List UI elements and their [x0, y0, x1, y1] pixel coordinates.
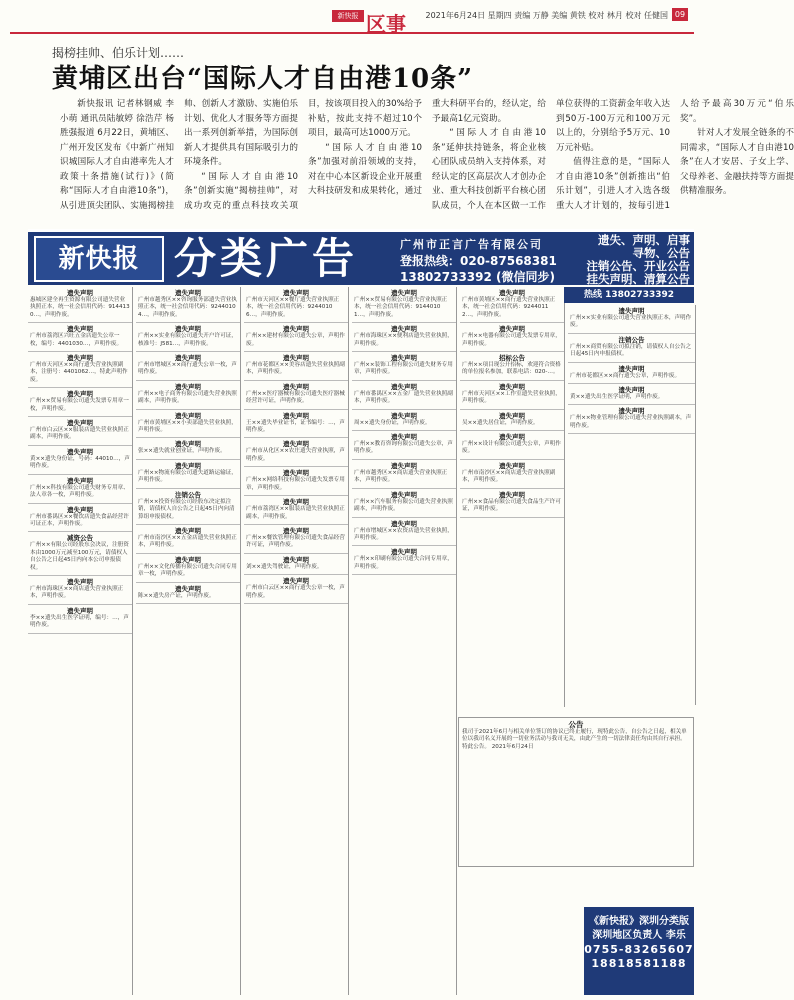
- article-paragraph: “国际人才自由港10条”创新实施“揭榜挂帅”，对成功攻克的重点科技攻关项目，按该项目投入的30%给予补贴，按此支持不超过10个项目，最高可达1000万元。: [184, 99, 422, 211]
- ad-title: 遗失声明: [391, 411, 417, 420]
- ad-title: 遗失声明: [175, 411, 201, 420]
- ad-body: 广州××汽车服务有限公司遗失营业执照副本，声明作废。: [354, 498, 453, 513]
- ad-body: 广州××建材有限公司遗失公章，声明作废。: [246, 333, 345, 347]
- ad-title: 遗失声明: [499, 325, 525, 334]
- shenzhen-contact-box: [584, 907, 694, 995]
- ad-column: [136, 287, 241, 995]
- article-paragraph: 值得注意的是，“国际人才自由港10条”创新推出“伯乐计划”，引进人才入选各级重大人才计划的，按每引进1人给予最高30万元“伯乐奖”。: [556, 99, 794, 211]
- ad-body: 广州市南沙区××商店遗失营业执照副本，声明作废。: [462, 469, 556, 484]
- ad-body: 广州市天河区××餐厅遗失营业执照正本，统一社会信用代码：92440106…，声明作废。: [246, 297, 340, 318]
- ad-body: 吴××遗失居住证，声明作废。: [462, 419, 539, 426]
- ad-body: 广州××电器有限公司遗失发票专用章，声明作废。: [462, 333, 561, 347]
- classified-ad: [460, 410, 564, 431]
- ad-body: 广州××教育咨询有限公司遗失公章，声明作废。: [354, 441, 453, 455]
- ad-title: 遗失声明: [391, 490, 417, 499]
- ad-title: 遗失声明: [283, 382, 309, 391]
- ad-title: 遗失声明: [618, 364, 645, 373]
- ad-column: [28, 287, 133, 995]
- ad-column: [244, 287, 349, 995]
- ad-body: 广州市荔湾区××服装店遗失营业执照正副本，声明作废。: [246, 506, 345, 520]
- classified-ad: [352, 546, 456, 575]
- ad-column: [352, 287, 457, 995]
- classified-ad: [28, 388, 132, 417]
- ad-body: 广州市天河区××商行遗失营业执照副本，注册号：4401062…，特此声明作废。: [30, 362, 128, 383]
- classified-ad: [136, 554, 240, 583]
- ad-body: 广州市海珠区××商店遗失营业执照正本，声明作废。: [30, 585, 124, 600]
- article-kicker: 揭榜挂帅、伯乐计划……: [52, 46, 185, 60]
- newspaper-badge: 新快报: [332, 10, 364, 22]
- ad-title: 遗失声明: [391, 325, 417, 334]
- classified-ad: [460, 323, 564, 352]
- classified-banner: [28, 229, 694, 285]
- ad-body: 广州××贸易有限公司遗失发票专用章一枚，声明作废。: [30, 398, 129, 412]
- banner-hotline: 登报热线：020-87568381: [400, 254, 557, 268]
- classified-ad: [136, 438, 240, 459]
- ad-title: 遗失声明: [283, 469, 309, 478]
- classified-ad: [352, 287, 456, 323]
- classified-ad: [352, 323, 456, 352]
- ad-body: 广州××物业管理有限公司遗失营业执照副本，声明作废。: [570, 415, 692, 429]
- ad-body: 广州××网络科技有限公司遗失发票专用章，声明作废。: [246, 477, 345, 491]
- ad-body: 广州××实业有限公司遗失营业执照正本，声明作废。: [570, 315, 692, 329]
- ad-body: 广州市越秀区××商店遗失营业执照正本，声明作废。: [354, 469, 448, 484]
- article-headline: 黄埔区出台“国际人才自由港10条”: [52, 64, 474, 94]
- ad-body: 广州市增城区××商行遗失公章一枚，声明作废。: [138, 362, 237, 376]
- ad-title: 遗失声明: [67, 325, 93, 334]
- ad-title: 遗失声明: [618, 407, 645, 416]
- section-title: 区事: [366, 12, 406, 36]
- article-paragraph: “国际人才自由港10条”延伸扶持链条，将企业核心团队成员纳入支持体系，对经认定的区高层次人才创办企业、重大科技创新平台核心团队成员，个人在本区做一工作单位获得的工资薪金年收入达到50万-100万元和100万元以上的，分别给予5万元、10万元补贴。: [432, 99, 670, 211]
- classified-ad: [568, 363, 695, 384]
- edition-info: 2021年6月24日 星期四 责编 万静 美编 黄铁 校对 林月 校对 任健国: [425, 11, 668, 20]
- ad-body: 广州市番禺区××五金厂遗失营业执照副本，声明作废。: [354, 390, 453, 405]
- ad-body: 王××遗失毕业证书，证书编号：…，声明作废。: [246, 419, 345, 434]
- classified-ad: [244, 352, 348, 381]
- ad-title: 遗失声明: [175, 555, 201, 564]
- classified-ad: [28, 323, 132, 352]
- classified-ad: [460, 431, 564, 460]
- ad-title: 遗失声明: [175, 289, 201, 297]
- banner-category: 挂失声明、清算公告: [586, 272, 690, 286]
- ad-title: 遗失声明: [67, 289, 93, 297]
- page-header: [10, 6, 694, 34]
- classified-ad: [460, 381, 564, 410]
- ad-body: 广州市增城区××农资店遗失营业执照，声明作废。: [354, 527, 453, 541]
- ad-title: 遗失声明: [283, 577, 309, 586]
- classified-ad: [352, 431, 456, 460]
- ad-title: 遗失声明: [67, 419, 93, 428]
- ad-body: 广州市花都区××美容店遗失营业执照副本，声明作废。: [246, 362, 345, 376]
- ad-title: 遗失声明: [283, 325, 309, 334]
- classified-ad: [352, 518, 456, 547]
- article-paragraph: 针对人才发展全链条的不同需求，“国际人才自由港10条”在人才安居、子女上学、父母养老、金融扶持等方面提供精准服务。: [680, 128, 794, 196]
- classified-ad: [136, 525, 240, 554]
- ad-body: 广州××电子商务有限公司遗失营业执照副本，声明作废。: [138, 390, 237, 405]
- ad-body: 广州××项目现公开招标，欢迎符合资格的单位报名参加，联系电话：020-…。: [462, 362, 561, 376]
- ad-body: 广州××实业有限公司遗失开户许可证，核准号：J581…，声明作废。: [138, 333, 237, 347]
- classified-ad: [568, 384, 695, 405]
- classified-ad: [244, 438, 348, 467]
- ad-body: 广州××贸易有限公司遗失营业执照正本，统一社会信用代码：91440101…，声明作废。: [354, 297, 448, 318]
- ad-body: 广州××餐饮管理有限公司遗失食品经营许可证，声明作废。: [246, 534, 345, 549]
- classified-ad: [136, 352, 240, 381]
- classified-ad: [244, 287, 348, 323]
- classified-ad: [460, 489, 564, 518]
- ad-title: 遗失声明: [618, 307, 645, 315]
- classified-ad: [28, 417, 132, 446]
- classified-ad: [136, 583, 240, 604]
- public-notice: [458, 717, 694, 867]
- banner-category: 寻物、公告: [632, 246, 690, 260]
- ad-title: 遗失声明: [175, 526, 201, 535]
- ad-title: 遗失声明: [283, 555, 309, 564]
- ad-body: 广州××科技有限公司遗失财务专用章、法人章各一枚，声明作废。: [30, 484, 129, 499]
- ad-body: 广州××有限公司经股东会决议，注册资本由1000万元减至100万元，请债权人自公告之日起45日内向本公司申报债权。: [30, 542, 129, 571]
- classified-ads: [28, 287, 694, 995]
- ad-title: 遗失声明: [283, 498, 309, 507]
- ad-title: 注销公告: [175, 490, 201, 499]
- ad-title: 遗失声明: [391, 519, 417, 528]
- classified-ad: [244, 381, 348, 410]
- classified-ad: [460, 287, 564, 323]
- ad-body: 广州××商贸有限公司拟注销，请债权人自公告之日起45日内申报债权。: [570, 343, 692, 358]
- ad-column: [460, 287, 565, 707]
- ad-title: 遗失声明: [499, 382, 525, 391]
- banner-category: 注销公告、开业公告: [586, 259, 690, 273]
- banner-title: 分类广告: [174, 234, 359, 283]
- classified-ad: [244, 467, 348, 496]
- ad-title: 减资公告: [67, 534, 93, 543]
- classified-ad: [28, 287, 132, 323]
- classified-ad: [136, 410, 240, 439]
- footer-line: 《新快报》深圳分类版: [589, 916, 689, 927]
- classified-ad: [244, 554, 348, 575]
- ad-body: 广州××文化传播有限公司遗失合同专用章一枚，声明作废。: [138, 563, 237, 578]
- classified-ad: [136, 460, 240, 489]
- classified-ad: [352, 489, 456, 518]
- ad-body: 广州××印刷有限公司遗失合同专用章，声明作废。: [354, 556, 453, 570]
- classified-ad: [28, 352, 132, 388]
- ad-body: 陈××遗失房产证，声明作废。: [138, 592, 215, 599]
- classified-ad: [244, 496, 348, 525]
- ad-title: 注销公告: [618, 335, 645, 344]
- ad-title: 遗失声明: [391, 354, 417, 363]
- ad-title: 遗失声明: [67, 476, 93, 485]
- ad-title: 遗失声明: [391, 433, 417, 442]
- classified-ad: [352, 381, 456, 410]
- notice-title: 公告: [568, 720, 584, 729]
- ad-body: 黄××遗失出生医学证明，声明作废。: [570, 394, 664, 401]
- footer-phone: 18818581188: [591, 957, 687, 970]
- ad-body: 广州市黄埔区××商行遗失营业执照正本，统一社会信用代码：92440112…，声明作废。: [462, 297, 556, 318]
- ad-body: 广州××设计有限公司遗失公章，声明作废。: [462, 441, 561, 455]
- classified-ad: [244, 323, 348, 352]
- banner-categories: [556, 234, 690, 286]
- ad-title: 遗失声明: [175, 354, 201, 363]
- ad-body: 广州××医疗器械有限公司遗失医疗器械经营许可证，声明作废。: [246, 390, 345, 405]
- footer-line: 深圳地区负责人 李乐: [592, 930, 686, 941]
- ad-title: 遗失声明: [391, 461, 417, 470]
- ad-body: 黄××遗失身份证，号码：44010…，声明作废。: [30, 455, 130, 470]
- article-paragraph: “国际人才自由港10条”加强对前沿领域的支持，对在中心本区新设企业开展重大科技研发和成果转化，通过重大科研平台的，经认定，给予最高1亿元资助。: [308, 99, 546, 196]
- ad-title: 遗失声明: [175, 461, 201, 470]
- ad-title: 遗失声明: [391, 548, 417, 557]
- classified-ad: [244, 575, 348, 604]
- ad-body: 张××遗失就业创业证，声明作废。: [138, 448, 226, 455]
- article-paragraph: 新快报讯 记者林钢威 李小萌 通讯员陆敏婷 徐浩芹 杨胜强报道 6月22日，黄埔区、广州开发区发布《中新广州知识城国际人才自由港率先人才政策十条措施(试行)》(简称“国际人才自由港10条”)，从引进顶尖团队、实施揭榜挂帅、创新人才激励、实施伯乐计划、优化人才服务等方面提出一系列创新举措，为国际创新人才提供具有国际吸引力的环境条件。: [60, 99, 298, 211]
- ad-body: 周××遗失身份证，声明作废。: [354, 419, 431, 426]
- classified-ad: [244, 525, 348, 554]
- ad-title: 遗失声明: [499, 289, 525, 297]
- ad-body: 广州市黄埔区××小卖部遗失营业执照，声明作废。: [138, 419, 237, 434]
- notice-body: 我司于2021年6月与相关单位签订的协议已终止履行，现特此公告，自公告之日起，相关单位以我司名义开展的一切业务活动与我司无关，由此产生的一切法律责任均由其自行承担。特此公告。 2021年6月24日: [462, 729, 687, 750]
- classified-ad: [136, 323, 240, 352]
- ad-body: 广州市海珠区××便利店遗失营业执照，声明作废。: [354, 333, 453, 347]
- ad-body: 广州××装饰工程有限公司遗失财务专用章，声明作废。: [354, 362, 453, 376]
- ad-title: 招标公告: [499, 354, 525, 363]
- ad-body: 广州市从化区××农庄遗失营业执照，声明作废。: [246, 448, 345, 462]
- ad-title: 遗失声明: [175, 584, 201, 593]
- ads-hotline-box: 热线 13802733392: [564, 287, 694, 303]
- ad-title: 遗失声明: [67, 577, 93, 586]
- classified-ad: [568, 334, 695, 363]
- ad-title: 遗失声明: [175, 440, 201, 449]
- classified-ad: [136, 287, 240, 323]
- ad-body: 广州市越秀区××咨询服务部遗失营业执照正本，统一社会信用代码：92440104…，声明作废。: [138, 297, 237, 318]
- ad-title: 遗失声明: [175, 325, 201, 334]
- ad-title: 遗失声明: [67, 447, 93, 456]
- classified-ad: [460, 460, 564, 489]
- ad-body: 刘××遗失驾驶证，声明作废。: [246, 563, 323, 570]
- ad-column: [568, 305, 696, 705]
- ad-body: 广州××食品有限公司遗失食品生产许可证，声明作废。: [462, 498, 561, 513]
- classified-ad: [136, 489, 240, 525]
- ad-title: 遗失声明: [391, 289, 417, 297]
- classified-ad: [352, 352, 456, 381]
- ad-title: 遗失声明: [391, 382, 417, 391]
- ad-body: 广州市番禺区××餐饮店遗失食品经营许可证正本，声明作废。: [30, 513, 129, 527]
- ad-title: 遗失声明: [67, 505, 93, 514]
- ad-title: 遗失声明: [283, 440, 309, 449]
- ad-title: 遗失声明: [499, 490, 525, 499]
- ad-body: 广州××投资有限公司经股东决定拟注销，请债权人自公告之日起45日内向清算组申报债权。: [138, 498, 235, 520]
- article-body: [60, 97, 794, 221]
- ad-title: 遗失声明: [499, 433, 525, 442]
- ad-title: 遗失声明: [175, 382, 201, 391]
- classified-ad: [568, 305, 695, 334]
- ad-title: 遗失声明: [67, 354, 93, 363]
- ad-title: 遗失声明: [67, 390, 93, 399]
- ad-body: 李××遗失出生医学证明，编号：…，声明作废。: [30, 614, 129, 629]
- ad-title: 遗失声明: [499, 461, 525, 470]
- page-number: 09: [672, 8, 688, 21]
- ad-title: 遗失声明: [618, 386, 645, 395]
- ad-body: 广州市南沙区××五金店遗失营业执照正本，声明作废。: [138, 534, 237, 549]
- classified-ad: [28, 605, 132, 634]
- ad-title: 遗失声明: [283, 289, 309, 297]
- classified-ad: [28, 475, 132, 504]
- ad-body: 广州市花都区××商行遗失公章，声明作废。: [570, 372, 681, 379]
- classified-ad: [136, 381, 240, 410]
- ad-body: 广州××物流有限公司遗失道路运输证，声明作废。: [138, 469, 237, 484]
- ad-body: 广州市荔湾区兴旺五金店遗失公章一枚，编号：4401030…，声明作废。: [30, 333, 123, 347]
- ad-title: 遗失声明: [283, 354, 309, 363]
- banner-category: 遗失、声明、启事: [598, 233, 690, 247]
- classified-ad: [352, 460, 456, 489]
- classified-ad: [28, 504, 132, 533]
- ad-title: 遗失声明: [499, 411, 525, 420]
- classified-ad: [460, 352, 564, 381]
- ad-title: 遗失声明: [67, 606, 93, 615]
- ad-title: 遗失声明: [283, 526, 309, 535]
- classified-ad: [28, 532, 132, 576]
- classified-ad: [352, 410, 456, 431]
- ad-body: 广州市白云区××服装店遗失营业执照正副本，声明作废。: [30, 427, 129, 441]
- ad-body: 广州市白云区××商行遗失公章一枚，声明作废。: [246, 585, 345, 599]
- classified-ad: [28, 576, 132, 605]
- ad-body: 广州市天河区××工作室遗失营业执照，声明作废。: [462, 390, 561, 405]
- classified-ad: [28, 446, 132, 475]
- ad-body: 惠城区建全再生资源有限公司遗失营业执照正本，统一社会信用代码：9144130…，声明作废。: [30, 297, 130, 318]
- footer-phone: 0755-83265607: [584, 943, 694, 956]
- classified-ad: [568, 405, 695, 434]
- banner-mobile: 13802733392 (微信同步): [400, 270, 555, 284]
- banner-company: 广州市正言广告有限公司: [400, 238, 543, 251]
- ad-title: 遗失声明: [283, 411, 309, 420]
- banner-brand: 新快报: [34, 236, 164, 282]
- classified-ad: [244, 410, 348, 439]
